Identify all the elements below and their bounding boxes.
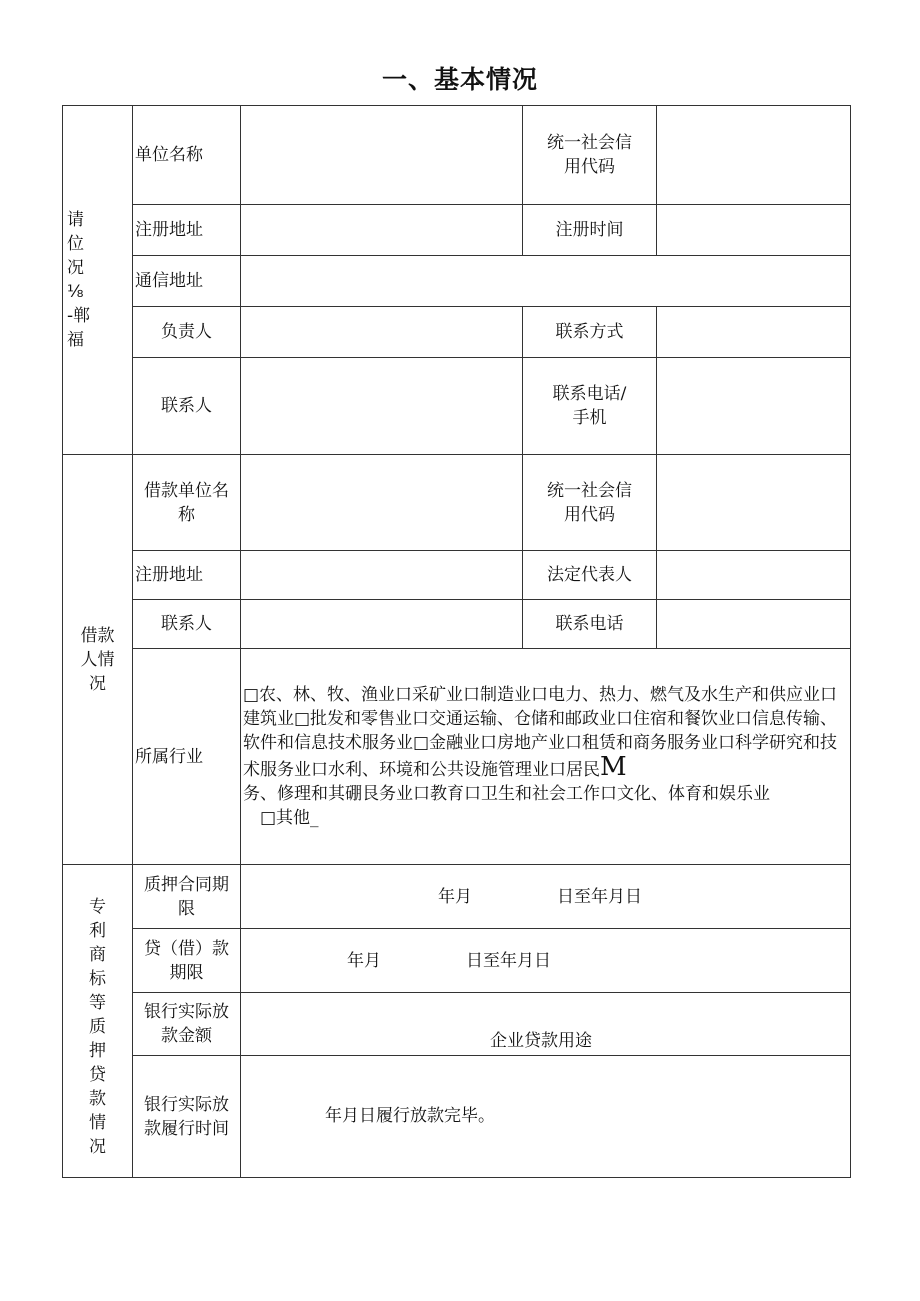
credit-code-field[interactable] [657,106,851,205]
reg-time-label [523,205,657,256]
borrower-reg-address-label [133,551,241,600]
borrower-name-label [133,455,241,551]
borrower-credit-code-label [523,455,657,551]
borrower-name-field[interactable] [241,455,523,551]
reg-address-label [133,205,241,256]
borrower-contact-field[interactable] [241,600,523,649]
loan-amount-label [133,993,241,1056]
loan-execution-value: 年月日履行放款完毕。 [325,1106,495,1126]
reg-address-label-text: 注册地址 [135,220,203,240]
contact-phone-field[interactable] [657,358,851,455]
borrower-contact-label [133,600,241,649]
industry-options-text-2: 务、修理和其硼艮务业口教育口卫生和社会工作口文化、体育和娱乐业 [243,784,770,804]
mail-address-label [133,256,241,307]
borrower-phone-label-text: 联系电话 [555,614,624,634]
pledge-term-label [133,865,241,929]
industry-other-option[interactable]: □其他_ [260,808,319,828]
loan-execution-label [133,1056,241,1178]
contact-person-field[interactable] [241,358,523,455]
legal-rep-field[interactable] [657,551,851,600]
loan-amount-field[interactable] [241,993,851,1056]
contact-method-label-text: 联系方式 [555,322,624,342]
borrower-reg-address-label-text: 注册地址 [135,565,203,585]
borrower-phone-label [523,600,657,649]
mail-address-label-text: 通信地址 [135,271,203,291]
industry-options-m: M [600,752,627,782]
section2-label [63,455,133,865]
industry-options-text-1: □农、林、牧、渔业口采矿业口制造业口电力、热力、燃气及水生产和供应业口建筑业□批发和零售业口交通运输、仓储和邮政业口住宿和餐饮业口信息传输、软件和信息技术服务业□金融业口房地产业口租赁和商务服务业口科学研究和技术服务业口水利、环境和公共设施管理业口居民 [243,685,838,780]
loan-term-label [133,929,241,993]
pledge-term-label-text: 质押合同期 限 [144,874,229,919]
reg-address-field[interactable] [241,205,523,256]
pledge-term-value: 年月 日至年月日 [438,886,642,907]
legal-rep-label [523,551,657,600]
principal-label-text: 负责人 [161,322,212,342]
principal-field[interactable] [241,307,523,358]
industry-options[interactable] [241,649,851,865]
borrower-credit-code-field[interactable] [657,455,851,551]
section3-label [63,865,133,1178]
reg-time-field[interactable] [657,205,851,256]
contact-phone-label [523,358,657,455]
loan-execution-field[interactable] [241,1056,851,1178]
legal-rep-label-text: 法定代表人 [547,565,632,585]
loan-execution-label-text: 银行实际放 款履行时间 [144,1094,229,1139]
credit-code-label-text: 统一社会信 用代码 [547,133,632,177]
loan-purpose-label: 企业贷款用途 [490,1031,592,1051]
contact-phone-label-text: 联系电话/ 手机 [552,384,627,428]
borrower-credit-code-label-text: 统一社会信 用代码 [547,480,632,525]
mail-address-field[interactable] [241,256,851,307]
borrower-name-label-text: 借款单位名 称 [144,480,229,525]
industry-label [133,649,241,865]
credit-code-label [523,106,657,205]
loan-amount-label-text: 银行实际放 款金额 [144,1002,229,1046]
principal-label [133,307,241,358]
basic-info-table [62,105,851,1178]
contact-person-label [133,358,241,455]
pledge-term-field[interactable] [241,865,851,929]
section2-label-text: 借款 人情 况 [80,625,115,694]
borrower-contact-label-text: 联系人 [161,614,212,634]
contact-person-label-text: 联系人 [161,396,212,416]
reg-time-label-text: 注册时间 [555,220,624,240]
unit-name-field[interactable] [241,106,523,205]
loan-term-value: 年月 日至年月日 [347,950,551,971]
borrower-reg-address-field[interactable] [241,551,523,600]
borrower-phone-field[interactable] [657,600,851,649]
section3-label-text: 专 利 商 标 等 质 押 贷 款 情 况 [89,897,106,1157]
section1-label-text: 请 位 况 ⅛ -郸 福 [67,210,91,350]
industry-label-text: 所属行业 [135,746,203,767]
contact-method-label [523,307,657,358]
section1-label [63,106,133,455]
loan-term-field[interactable] [241,929,851,993]
loan-term-label-text: 贷（借）款 期限 [144,938,229,983]
page-title: 一、基本情况 [381,65,538,94]
unit-name-label-text: 单位名称 [135,145,203,165]
unit-name-label [133,106,241,205]
contact-method-field[interactable] [657,307,851,358]
